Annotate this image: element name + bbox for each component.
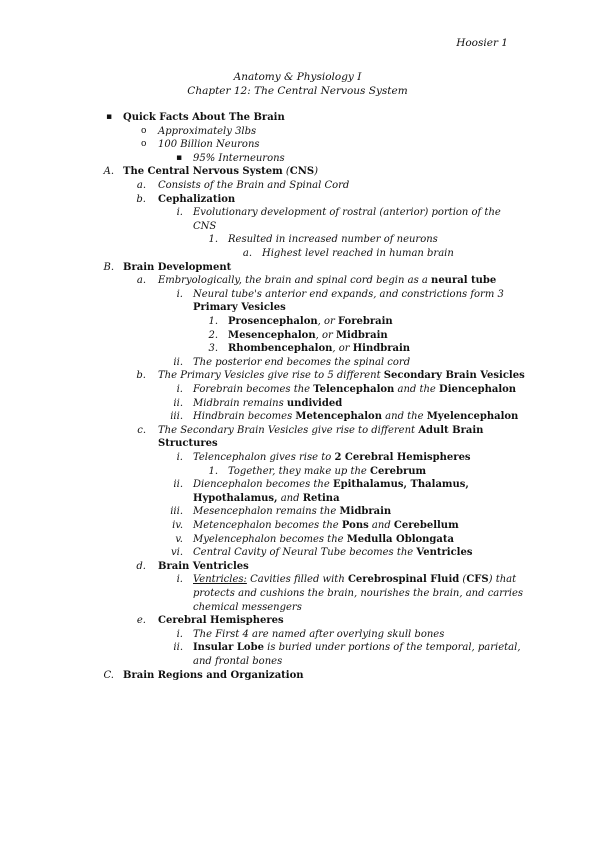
outline-text: Telencephalon gives rise to 2 Cerebral Hemispheres [193, 452, 471, 463]
outline-text: Diencephalon becomes the Epithalamus, Thalamus, [193, 479, 469, 491]
outline-text: Rhombencephalon, or Hindbrain [228, 343, 411, 355]
outline-marker: b. [136, 370, 146, 382]
outline-marker: 1. [208, 465, 218, 477]
outline-marker: i. [176, 574, 183, 586]
section-A-heading: The Central Nervous System (CNS) [123, 166, 318, 178]
outline-text: The Secondary Brain Vesicles give rise to different Adult Brain [158, 424, 484, 436]
outline-text: Evolutionary development of rostral (anterior) portion of the [193, 207, 501, 219]
outline-text: Resulted in increased number of neurons [228, 234, 438, 246]
outline-text: The First 4 are named after overlying skull bones [193, 628, 445, 640]
outline-text: Highest level reached in human brain [262, 248, 454, 259]
outline-text: and frontal bones [193, 656, 283, 667]
running-head: Hoosier 1 [456, 37, 508, 49]
outline-text: Structures [158, 438, 218, 450]
title-block [0, 70, 595, 98]
outline-marker: a. [136, 180, 146, 191]
outline-marker: A. [103, 166, 114, 178]
outline-text: Ventricles: Cavities filled with Cerebrospinal Fluid (CFS) that [193, 574, 517, 586]
section-C-heading: Brain Regions and Organization [123, 669, 304, 681]
outline-marker: iii. [170, 411, 183, 423]
outline-marker: a. [136, 275, 146, 287]
outline-marker: b. [136, 193, 146, 205]
outline-text: The Primary Vesicles give rise to 5 different Secondary Brain Vesicles [158, 370, 525, 382]
neurons-text: 100 Billion Neurons [158, 139, 260, 151]
outline-marker: C. [103, 669, 114, 681]
outline-marker: a. [242, 248, 252, 259]
square-bullet-icon: ▪ [176, 152, 183, 163]
outline-text: Hindbrain becomes Metencephalon and the Myelencephalon [193, 411, 519, 423]
outline-text: Myelencephalon becomes the Medulla Oblongata [193, 533, 454, 545]
outline-text: Forebrain becomes the Telencephalon and the Diencephalon [193, 384, 517, 395]
outline-marker: 2. [208, 329, 218, 341]
outline-text: Cephalization [158, 193, 236, 205]
outline-text: Hypothalamus, and Retina [193, 492, 340, 504]
outline-marker: iv. [172, 520, 183, 531]
outline-marker: ii. [173, 642, 183, 654]
outline-text: Embryologically, the brain and spinal cord begin as a neural tube [158, 275, 497, 287]
outline-text: protects and cushions the brain, nourishes the brain, and carries [193, 588, 524, 599]
outline-marker: c. [137, 424, 146, 436]
outline-marker: B. [103, 261, 114, 273]
outline-text: Brain Ventricles [158, 560, 249, 572]
chapter-title: Chapter 12: The Central Nervous System [187, 85, 408, 97]
section-B-heading: Brain Development [123, 261, 232, 273]
outline-marker: d. [136, 560, 146, 572]
weight-text: Approximately 3lbs [158, 125, 257, 137]
outline-text: Neural tube's anterior end expands, and constrictions form 3 [193, 288, 504, 300]
outline-marker: i. [176, 207, 183, 219]
outline-marker: i. [176, 628, 183, 640]
outline-text: Primary Vesicles [193, 302, 286, 314]
outline-marker: 1. [208, 234, 218, 246]
outline-text: Prosencephalon, or Forebrain [228, 316, 393, 327]
outline-text: Together, they make up the Cerebrum [228, 465, 427, 477]
outline-marker: i. [176, 452, 183, 463]
outline-marker: i. [176, 288, 183, 300]
quick-facts-heading: Quick Facts About The Brain [123, 112, 285, 123]
outline-text: chemical messengers [193, 601, 302, 613]
course-title: Anatomy & Physiology I [233, 71, 362, 83]
outline-text: CNS [193, 220, 217, 232]
outline-text: Mesencephalon, or Midbrain [228, 329, 388, 341]
outline-text: Cerebral Hemispheres [158, 615, 284, 627]
circle-bullet-icon: o [141, 125, 147, 136]
interneurons-text: 95% Interneurons [193, 152, 285, 164]
circle-bullet-icon: o [141, 139, 147, 150]
outline-marker: 3. [208, 343, 218, 355]
outline-text: The posterior end becomes the spinal cord [193, 356, 411, 368]
outline-text: Central Cavity of Neural Tube becomes the Ventricles [193, 547, 473, 559]
outline-marker: v. [175, 533, 183, 545]
outline-marker: vi. [170, 547, 183, 559]
outline-marker: e. [136, 615, 146, 627]
outline-marker: ii. [173, 356, 183, 368]
outline-text: Metencephalon becomes the Pons and Cerebellum [193, 520, 459, 531]
outline-marker: iii. [170, 506, 183, 518]
outline-marker: 1. [208, 316, 218, 327]
outline-text: Consists of the Brain and Spinal Cord [158, 180, 350, 191]
outline-marker: ii. [173, 479, 183, 491]
outline-marker: ii. [173, 397, 183, 409]
outline-marker: i. [176, 384, 183, 395]
outline-text: Midbrain remains undivided [193, 397, 343, 409]
square-bullet-icon: ▪ [106, 112, 113, 122]
outline-text: Mesencephalon remains the Midbrain [193, 506, 392, 518]
outline-text: Insular Lobe is buried under portions of the temporal, parietal, [193, 642, 521, 654]
